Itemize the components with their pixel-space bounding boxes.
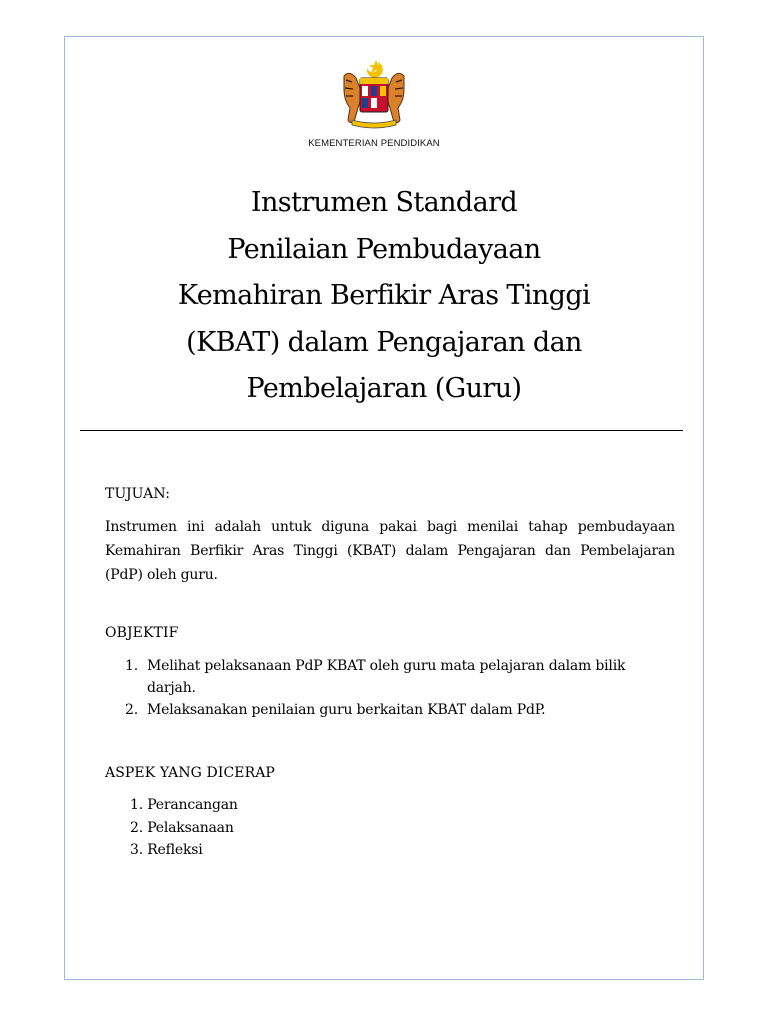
list-item-text: Melaksanakan penilaian guru berkaitan KBAT dalam PdP. bbox=[147, 702, 546, 718]
list-item bbox=[105, 655, 675, 699]
list-item: 2. Pelaksanaan bbox=[130, 819, 234, 836]
tujuan-paragraph: Instrumen ini adalah untuk diguna pakai bagi menilai tahap pembudayaan Kemahiran Berfikir Aras Tinggi (KBAT) dalam Pengajaran dan Pembelajaran (PdP) oleh guru. bbox=[105, 519, 675, 583]
title-line: Instrumen Standard bbox=[250, 187, 518, 218]
list-item bbox=[105, 699, 675, 721]
list-item-number: 2. bbox=[125, 702, 138, 718]
aspek-heading: ASPEK YANG DICERAP bbox=[105, 765, 275, 781]
aspek-list bbox=[130, 794, 238, 862]
title-line: Kemahiran Berfikir Aras Tinggi bbox=[177, 280, 591, 311]
list-item-text: Melihat pelaksanaan PdP KBAT oleh guru mata pelajaran dalam bilik darjah. bbox=[147, 658, 626, 696]
title-line: Penilaian Pembudayaan bbox=[227, 233, 541, 265]
objektif-heading: OBJEKTIF bbox=[105, 625, 179, 641]
title-divider bbox=[80, 430, 683, 431]
title-line: Pembelajaran (Guru) bbox=[246, 373, 522, 404]
malaysia-coat-of-arms-icon bbox=[334, 56, 414, 136]
tujuan-heading: TUJUAN: bbox=[105, 486, 171, 502]
list-item: 1. Perancangan bbox=[130, 797, 238, 813]
list-item-number: 1. bbox=[125, 658, 138, 674]
objektif-list bbox=[105, 655, 675, 721]
page-title bbox=[110, 180, 658, 413]
title-line: (KBAT) dalam Pengajaran dan bbox=[186, 326, 582, 358]
header-logo bbox=[256, 52, 492, 164]
ministry-label: KEMENTERIAN PENDIDIKAN bbox=[308, 138, 440, 149]
list-item: 3. Refleksi bbox=[130, 842, 203, 858]
